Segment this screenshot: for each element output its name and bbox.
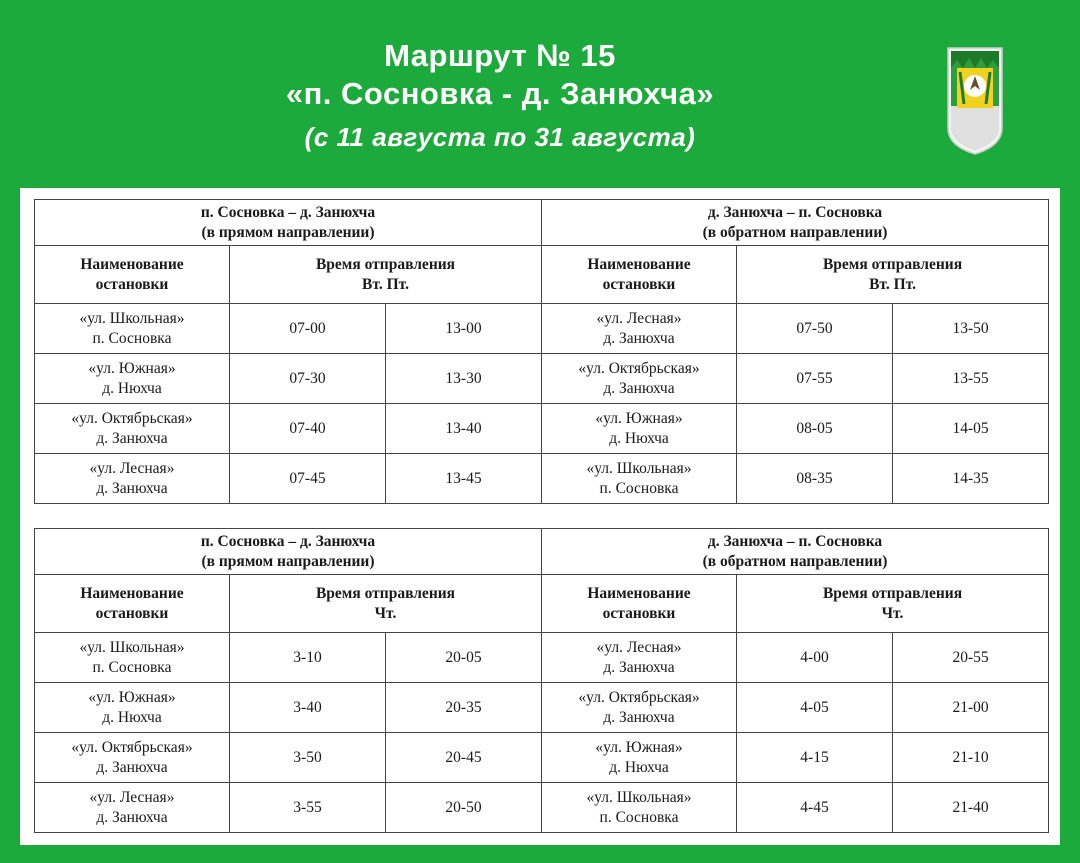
departure-time: 4-00: [737, 633, 893, 683]
departure-time-header: Время отправления Вт. Пт.: [230, 246, 542, 304]
stop-name: «ул. Южная» д. Нюхча: [542, 404, 737, 454]
departure-time: 13-55: [893, 354, 1049, 404]
departure-time: 4-45: [737, 783, 893, 833]
departure-time: 21-40: [893, 783, 1049, 833]
departure-time: 3-40: [230, 683, 386, 733]
departure-time: 20-50: [386, 783, 542, 833]
table-row: [35, 733, 1049, 783]
departure-time: 08-35: [737, 454, 893, 504]
departure-time: 07-00: [230, 304, 386, 354]
departure-time: 20-45: [386, 733, 542, 783]
departure-time: 3-10: [230, 633, 386, 683]
stop-name-header: Наименование остановки: [35, 246, 230, 304]
departure-time: 13-45: [386, 454, 542, 504]
forward-direction-header: п. Сосновка – д. Занюхча (в прямом направлении): [35, 529, 542, 575]
departure-time: 13-40: [386, 404, 542, 454]
header: [0, 0, 1080, 180]
stop-name: «ул. Школьная» п. Сосновка: [542, 454, 737, 504]
departure-time: 07-30: [230, 354, 386, 404]
stop-name: «ул. Лесная» д. Занюхча: [542, 633, 737, 683]
departure-time: 07-50: [737, 304, 893, 354]
departure-time: 14-35: [893, 454, 1049, 504]
stop-name: «ул. Лесная» д. Занюхча: [542, 304, 737, 354]
departure-time: 20-35: [386, 683, 542, 733]
stop-name: «ул. Школьная» п. Сосновка: [542, 783, 737, 833]
departure-time: 13-50: [893, 304, 1049, 354]
stop-name: «ул. Октябрьская» д. Занюхча: [542, 683, 737, 733]
backward-direction-header: д. Занюхча – п. Сосновка (в обратном направлении): [542, 529, 1049, 575]
departure-time: 13-30: [386, 354, 542, 404]
table-row: [35, 354, 1049, 404]
departure-time: 4-15: [737, 733, 893, 783]
departure-time: 13-00: [386, 304, 542, 354]
table-row: [35, 454, 1049, 504]
schedule-table-tue-fri: [34, 199, 1049, 504]
stop-name: «ул. Южная» д. Нюхча: [542, 733, 737, 783]
departure-time: 07-45: [230, 454, 386, 504]
stop-name: «ул. Октябрьская» д. Занюхча: [35, 733, 230, 783]
departure-time: 21-10: [893, 733, 1049, 783]
stop-name: «ул. Школьная» п. Сосновка: [35, 304, 230, 354]
stop-name-header: Наименование остановки: [542, 246, 737, 304]
stop-name: «ул. Лесная» д. Занюхча: [35, 783, 230, 833]
departure-time: 14-05: [893, 404, 1049, 454]
departure-time-header: Время отправления Чт.: [737, 575, 1049, 633]
stop-name: «ул. Южная» д. Нюхча: [35, 683, 230, 733]
departure-time: 20-05: [386, 633, 542, 683]
table-row: [35, 683, 1049, 733]
table-row: [35, 304, 1049, 354]
table-row: [35, 633, 1049, 683]
validity-period: (с 11 августа по 31 августа): [304, 122, 696, 152]
forward-direction-header: п. Сосновка – д. Занюхча (в прямом направлении): [35, 200, 542, 246]
page-title: Маршрут № 15: [384, 38, 616, 73]
departure-time: 3-55: [230, 783, 386, 833]
stop-name-header: Наименование остановки: [35, 575, 230, 633]
stop-name: «ул. Южная» д. Нюхча: [35, 354, 230, 404]
departure-time: 08-05: [737, 404, 893, 454]
departure-time: 3-50: [230, 733, 386, 783]
table-row: [35, 783, 1049, 833]
route-name: «п. Сосновка - д. Занюхча»: [285, 76, 715, 111]
stop-name: «ул. Октябрьская» д. Занюхча: [542, 354, 737, 404]
coat-of-arms-icon: [946, 46, 1004, 156]
stop-name: «ул. Октябрьская» д. Занюхча: [35, 404, 230, 454]
departure-time: 21-00: [893, 683, 1049, 733]
backward-direction-header: д. Занюхча – п. Сосновка (в обратном направлении): [542, 200, 1049, 246]
departure-time-header: Время отправления Чт.: [230, 575, 542, 633]
stop-name: «ул. Школьная» п. Сосновка: [35, 633, 230, 683]
departure-time-header: Время отправления Вт. Пт.: [737, 246, 1049, 304]
departure-time: 07-55: [737, 354, 893, 404]
departure-time: 20-55: [893, 633, 1049, 683]
stop-name-header: Наименование остановки: [542, 575, 737, 633]
departure-time: 4-05: [737, 683, 893, 733]
table-row: [35, 404, 1049, 454]
schedule-table-thu: [34, 528, 1049, 833]
departure-time: 07-40: [230, 404, 386, 454]
stop-name: «ул. Лесная» д. Занюхча: [35, 454, 230, 504]
